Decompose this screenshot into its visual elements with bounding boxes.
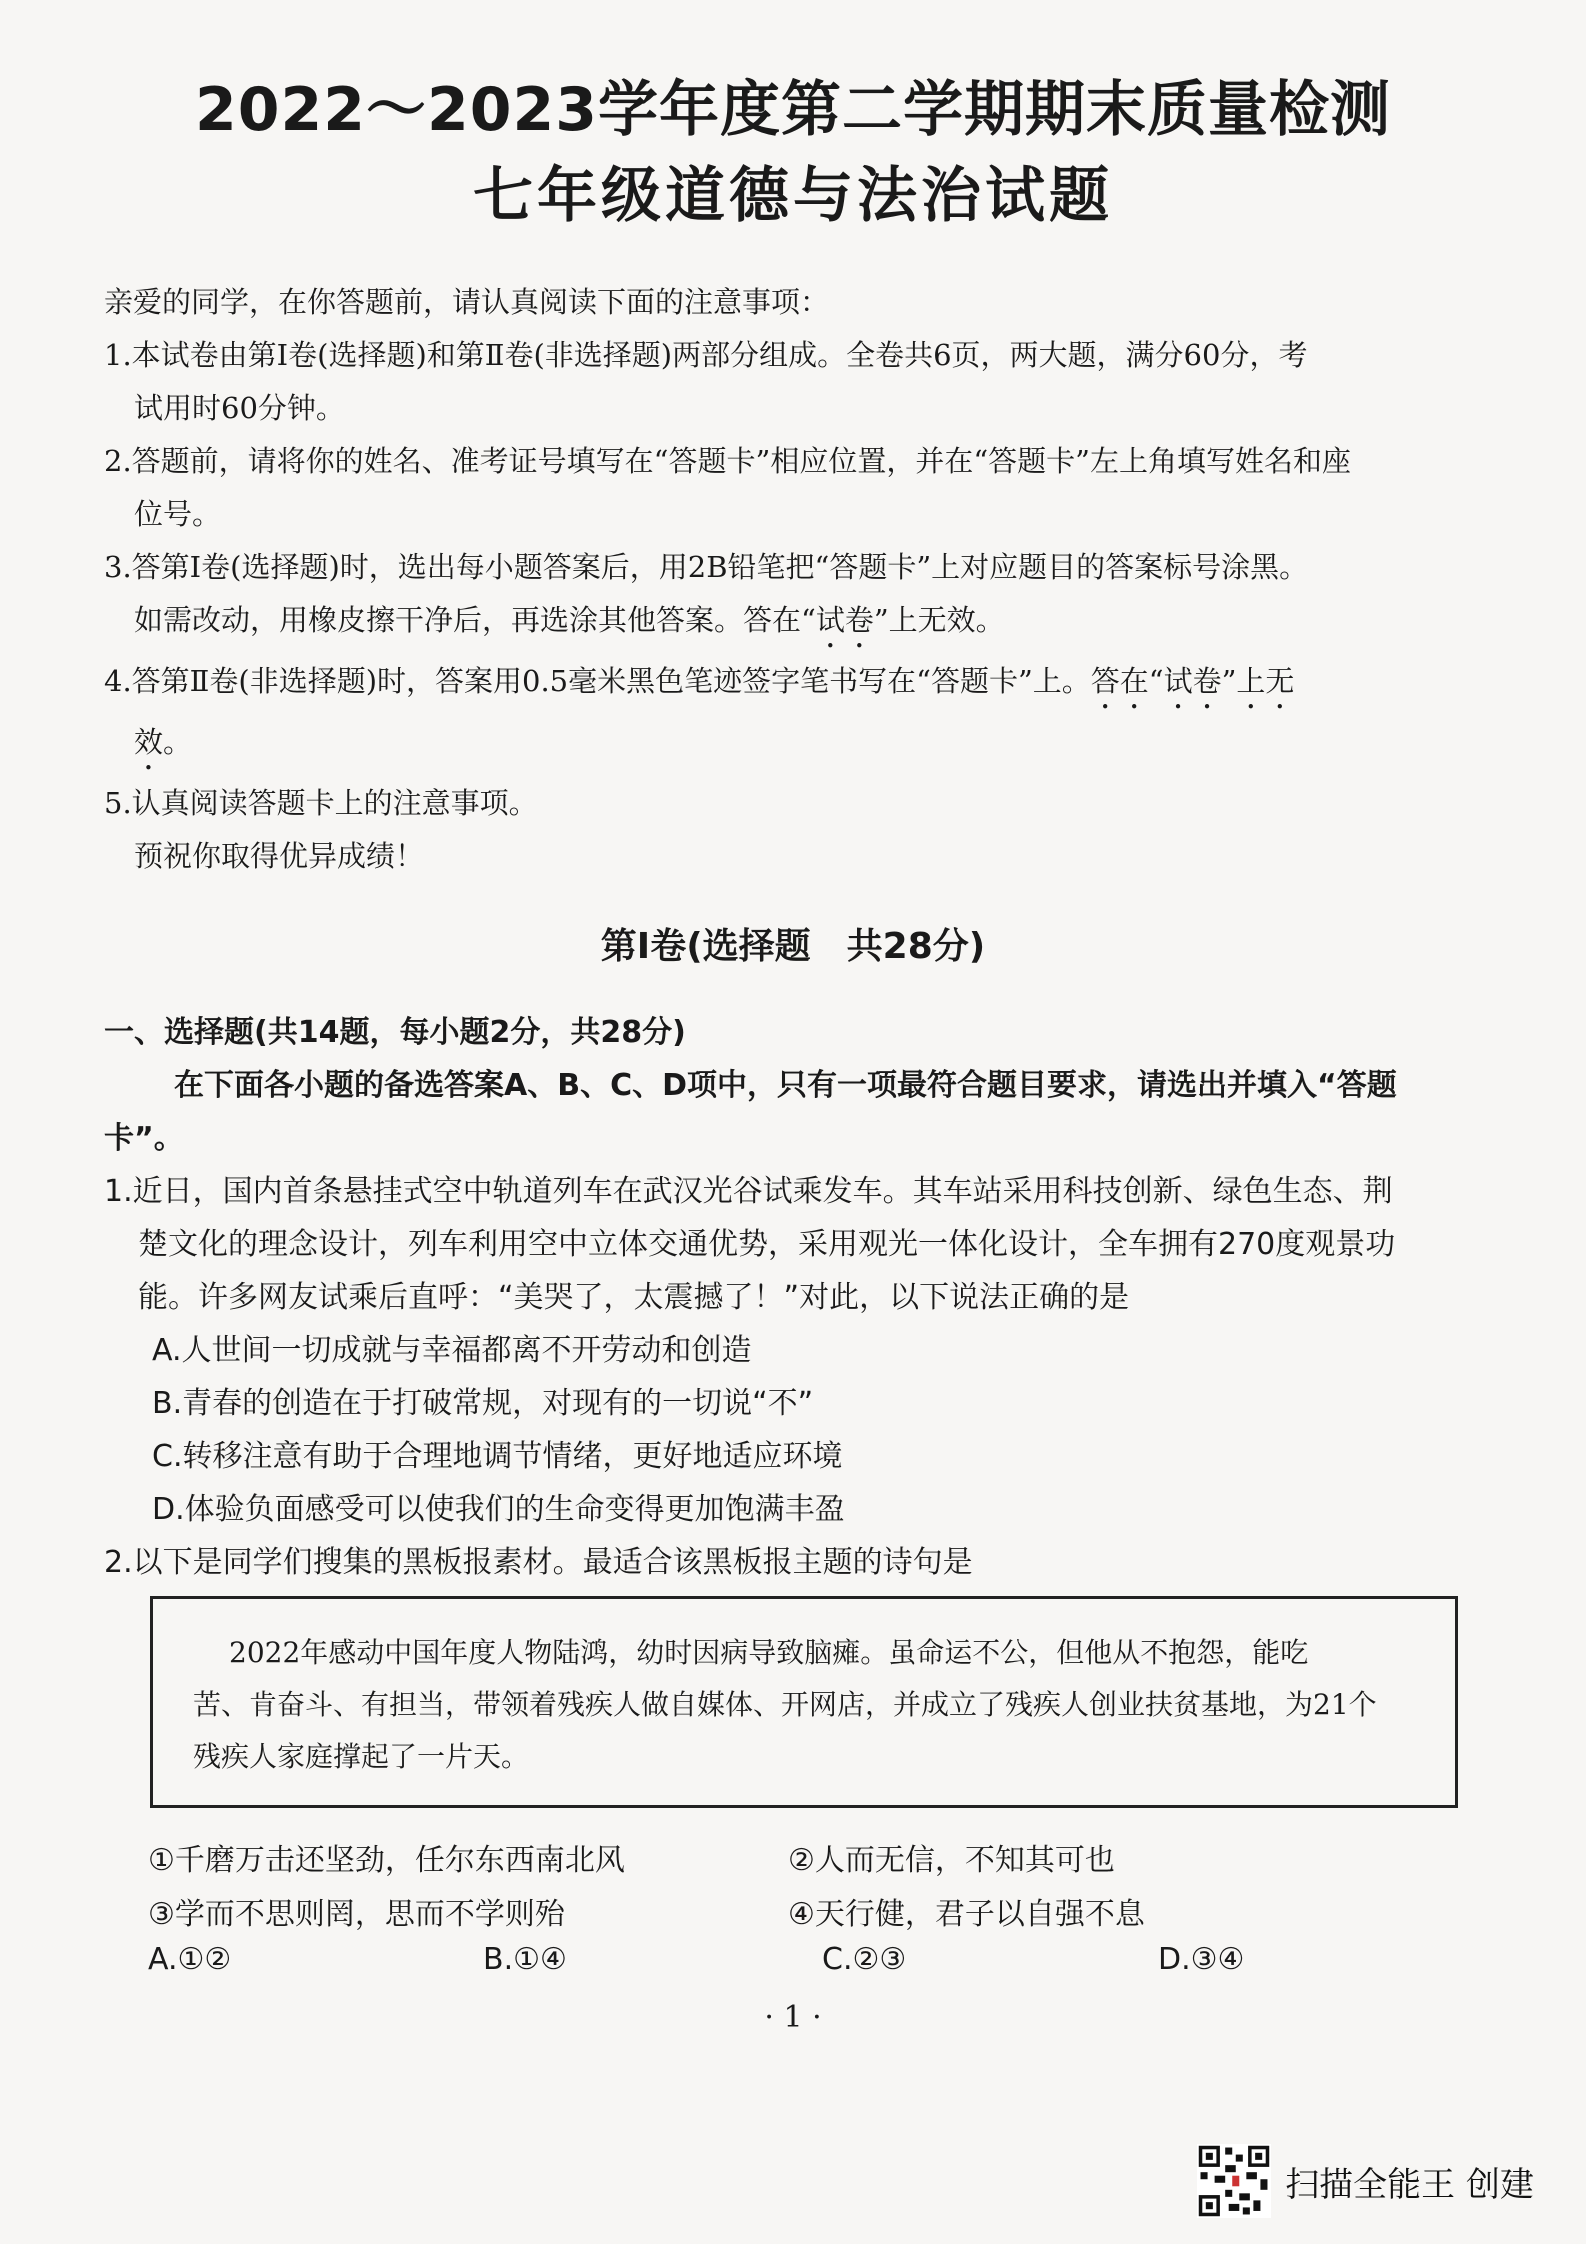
- note-3-line-2: [104, 594, 1504, 655]
- poem-1: ①千磨万击还坚劲，任尔东西南北风: [148, 1843, 625, 1878]
- note-4-line-1: [104, 655, 1504, 716]
- note-1-line-1: 1.本试卷由第Ⅰ卷(选择题)和第Ⅱ卷(非选择题)两部分组成。全卷共6页，两大题，满分60分，考: [104, 338, 1308, 372]
- note-5: 5.认真阅读答题卡上的注意事项。: [104, 786, 538, 820]
- q1-option-c: C.转移注意有助于合理地调节情绪，更好地适应环境: [152, 1439, 843, 1474]
- material-text: [193, 1627, 1433, 1783]
- poem-options: [148, 1834, 1448, 1942]
- section-title: 第Ⅰ卷(选择题 共28分): [600, 926, 986, 967]
- instructions: [104, 276, 1504, 883]
- poem-3: ③学而不思则罔，思而不学则殆: [148, 1897, 565, 1932]
- poem-row: [148, 1888, 1448, 1942]
- q2-answer-a: A.①②: [148, 1942, 232, 1977]
- note-3-line-1: 3.答第Ⅰ卷(选择题)时，选出每小题答案后，用2B铅笔把“答题卡”上对应题目的答案标号涂黑。: [104, 550, 1309, 584]
- questions: [104, 1006, 1504, 1589]
- q2-answer-d: D.③④: [1158, 1942, 1245, 1977]
- material-line-3: 残疾人家庭撑起了一片天。: [193, 1740, 530, 1773]
- material-line-2: 苦、肯奋斗、有担当，带领着残疾人做自媒体、开网店，并成立了残疾人创业扶贫基地，为21个: [193, 1688, 1377, 1721]
- q1-option-a: A.人世间一切成就与幸福都离不开劳动和创造: [152, 1333, 752, 1368]
- page-number: · 1 ·: [764, 2000, 822, 2035]
- instructions-intro: 亲爱的同学，在你答题前，请认真阅读下面的注意事项：: [104, 285, 830, 319]
- good-luck-wish: 预祝你取得优异成绩！: [134, 839, 425, 873]
- part-heading: 一、选择题(共14题，每小题2分，共28分): [104, 1015, 686, 1050]
- qr-code-icon: [1197, 2144, 1271, 2218]
- scanner-label: 扫描全能王 创建: [1285, 2164, 1534, 2205]
- note-1-line-2: 试用时60分钟。: [134, 391, 345, 425]
- poem-2: ②人而无信，不知其可也: [788, 1843, 1115, 1878]
- q2-answer-b: B.①④: [483, 1942, 567, 1977]
- blackboard-material-box: [150, 1596, 1458, 1808]
- part-instruction-line-1: 在下面各小题的备选答案A、B、C、D项中，只有一项最符合题目要求，请选出并填入“答题: [174, 1068, 1397, 1103]
- q1-option-d: D.体验负面感受可以使我们的生命变得更加饱满丰盈: [152, 1492, 845, 1527]
- note-4-line-2: [104, 716, 1504, 777]
- note-3-text: 如需改动，用橡皮擦干净后，再选涂其他答案。答在“: [134, 603, 816, 637]
- note-4-emphasis: 答在“试卷”上无: [1090, 664, 1295, 698]
- note-3-emphasis: 试卷: [815, 603, 874, 637]
- q1-stem-line-3: 能。许多网友试乘后直呼：“美哭了，太震撼了！”对此，以下说法正确的是: [138, 1280, 1130, 1315]
- note-2-line-2: 位号。: [134, 497, 222, 531]
- exam-title: 2022～2023学年度第二学期期末质量检测: [195, 75, 1391, 145]
- part-instruction-line-2: 卡”。: [104, 1121, 184, 1156]
- q2-stem: 2.以下是同学们搜集的黑板报素材。最适合该黑板报主题的诗句是: [104, 1545, 973, 1580]
- q2-answer-c: C.②③: [822, 1942, 907, 1977]
- poem-4: ④天行健，君子以自强不息: [788, 1897, 1145, 1932]
- note-4-period: 。: [163, 725, 193, 759]
- poem-row: [148, 1834, 1448, 1888]
- material-line-1: 2022年感动中国年度人物陆鸿，幼时因病导致脑瘫。虽命运不公，但他从不抱怨，能吃: [229, 1636, 1309, 1669]
- q1-stem-line-2: 楚文化的理念设计，列车利用空中立体交通优势，采用观光一体化设计，全车拥有270度观景功: [138, 1227, 1396, 1262]
- note-4-emphasis-end: 效: [134, 725, 164, 759]
- q1-stem-line-1: 1.近日，国内首条悬挂式空中轨道列车在武汉光谷试乘发车。其车站采用科技创新、绿色生态、荆: [104, 1174, 1393, 1209]
- scanner-watermark: [1197, 2144, 1534, 2218]
- note-2-line-1: 2.答题前，请将你的姓名、准考证号填写在“答题卡”相应位置，并在“答题卡”左上角填写姓名和座: [104, 444, 1351, 478]
- exam-subtitle: 七年级道德与法治试题: [473, 161, 1113, 231]
- note-3-text-end: ”上无效。: [873, 603, 1005, 637]
- note-4-text: 4.答第Ⅱ卷(非选择题)时，答案用0.5毫米黑色笔迹签字笔书写在“答题卡”上。: [104, 664, 1091, 698]
- q1-option-b: B.青春的创造在于打破常规，对现有的一切说“不”: [152, 1386, 814, 1421]
